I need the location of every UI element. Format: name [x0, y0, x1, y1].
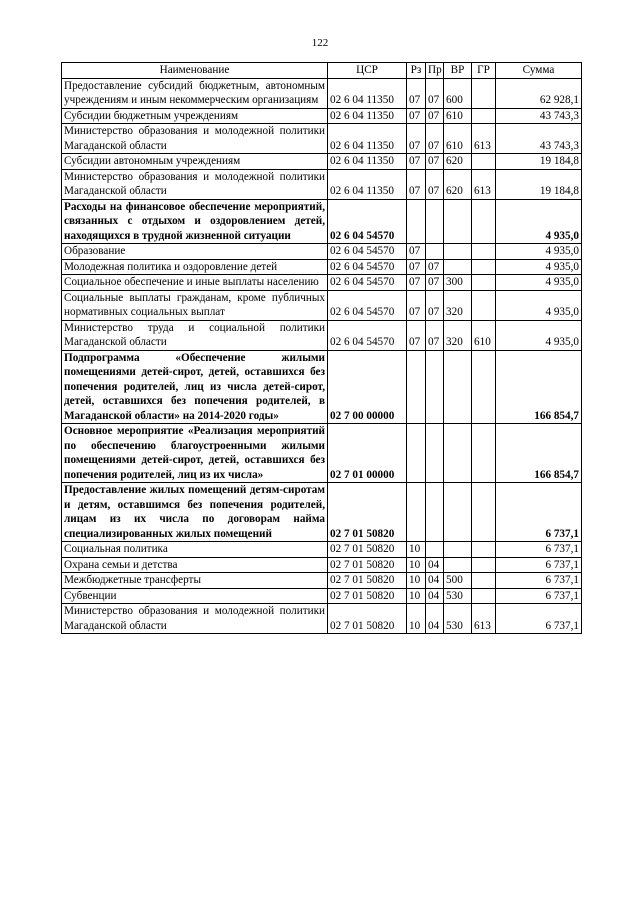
cell-sum: 6 737,1 — [496, 573, 582, 589]
cell-pr: 07 — [426, 108, 444, 124]
cell-name: Социальное обеспечение и иные выплаты населению — [62, 275, 328, 291]
table-row — [62, 244, 582, 260]
cell-csr: 02 7 01 00000 — [328, 424, 407, 483]
cell-name: Основное мероприятие «Реализация мероприятий по обеспечению благоустроенными жилыми помещениями детей-сирот, детей, оставшихся без попечения родителей, лиц из их числа» — [62, 424, 328, 483]
cell-pr: 07 — [426, 154, 444, 170]
cell-csr: 02 6 04 11350 — [328, 78, 407, 108]
cell-csr: 02 6 04 54570 — [328, 290, 407, 320]
table-row — [62, 483, 582, 542]
cell-vr: 620 — [444, 154, 472, 170]
cell-vr — [444, 259, 472, 275]
cell-pr: 07 — [426, 169, 444, 199]
cell-gr — [472, 78, 496, 108]
cell-gr: 613 — [472, 604, 496, 634]
cell-rz: 07 — [407, 108, 426, 124]
cell-name: Субсидии автономным учреждениям — [62, 154, 328, 170]
cell-rz — [407, 424, 426, 483]
table-row — [62, 169, 582, 199]
cell-csr: 02 7 01 50820 — [328, 557, 407, 573]
cell-vr — [444, 350, 472, 424]
cell-gr: 610 — [472, 320, 496, 350]
cell-gr — [472, 108, 496, 124]
cell-csr: 02 6 04 54570 — [328, 259, 407, 275]
cell-csr: 02 6 04 54570 — [328, 320, 407, 350]
header-csr: ЦСР — [328, 63, 407, 79]
cell-pr — [426, 199, 444, 244]
table-row — [62, 108, 582, 124]
cell-name: Молодежная политика и оздоровление детей — [62, 259, 328, 275]
cell-pr: 07 — [426, 290, 444, 320]
cell-csr: 02 6 04 11350 — [328, 154, 407, 170]
cell-rz: 10 — [407, 573, 426, 589]
cell-gr — [472, 290, 496, 320]
cell-pr — [426, 350, 444, 424]
cell-pr: 04 — [426, 604, 444, 634]
cell-gr — [472, 199, 496, 244]
cell-vr: 300 — [444, 275, 472, 291]
table-row — [62, 588, 582, 604]
cell-sum: 19 184,8 — [496, 169, 582, 199]
cell-pr: 07 — [426, 124, 444, 154]
cell-rz: 07 — [407, 275, 426, 291]
cell-sum: 4 935,0 — [496, 320, 582, 350]
header-vr: ВР — [444, 63, 472, 79]
table-row — [62, 78, 582, 108]
cell-sum: 166 854,7 — [496, 424, 582, 483]
cell-gr — [472, 424, 496, 483]
cell-sum: 43 743,3 — [496, 124, 582, 154]
table-row — [62, 320, 582, 350]
cell-vr — [444, 244, 472, 260]
cell-pr — [426, 483, 444, 542]
cell-rz: 07 — [407, 78, 426, 108]
cell-csr: 02 6 04 11350 — [328, 124, 407, 154]
cell-rz: 10 — [407, 604, 426, 634]
cell-vr: 610 — [444, 108, 472, 124]
cell-csr: 02 6 04 11350 — [328, 108, 407, 124]
cell-rz: 07 — [407, 124, 426, 154]
cell-name: Субсидии бюджетным учреждениям — [62, 108, 328, 124]
header-sum: Сумма — [496, 63, 582, 79]
cell-vr — [444, 199, 472, 244]
cell-pr — [426, 542, 444, 558]
cell-sum: 43 743,3 — [496, 108, 582, 124]
cell-csr: 02 7 01 50820 — [328, 588, 407, 604]
table-row — [62, 259, 582, 275]
cell-csr: 02 7 01 50820 — [328, 604, 407, 634]
cell-rz — [407, 483, 426, 542]
cell-rz: 07 — [407, 259, 426, 275]
cell-rz: 07 — [407, 320, 426, 350]
cell-vr — [444, 424, 472, 483]
cell-rz: 07 — [407, 154, 426, 170]
cell-gr: 613 — [472, 124, 496, 154]
table-row — [62, 154, 582, 170]
cell-pr: 04 — [426, 573, 444, 589]
cell-name: Социальная политика — [62, 542, 328, 558]
cell-pr — [426, 424, 444, 483]
cell-gr — [472, 350, 496, 424]
cell-gr — [472, 573, 496, 589]
cell-csr: 02 7 01 50820 — [328, 573, 407, 589]
cell-rz: 10 — [407, 542, 426, 558]
cell-rz: 10 — [407, 588, 426, 604]
cell-pr — [426, 244, 444, 260]
cell-gr — [472, 259, 496, 275]
cell-vr: 320 — [444, 320, 472, 350]
cell-vr — [444, 557, 472, 573]
table-row — [62, 350, 582, 424]
cell-vr — [444, 542, 472, 558]
cell-vr: 610 — [444, 124, 472, 154]
cell-name: Подпрограмма «Обеспечение жилыми помещениями детей-сирот, детей, оставшихся без попечения родителей, лиц из числа детей-сирот, детей, оставшихся без попечения родителей, в Магаданской области» на 2014-2020 годы» — [62, 350, 328, 424]
cell-pr: 04 — [426, 588, 444, 604]
table-row — [62, 573, 582, 589]
table-row — [62, 124, 582, 154]
cell-vr: 600 — [444, 78, 472, 108]
cell-csr: 02 7 01 50820 — [328, 483, 407, 542]
table-row — [62, 424, 582, 483]
cell-sum: 6 737,1 — [496, 483, 582, 542]
cell-gr — [472, 542, 496, 558]
table-header-row — [62, 63, 582, 79]
cell-rz — [407, 350, 426, 424]
cell-sum: 4 935,0 — [496, 199, 582, 244]
table-row — [62, 275, 582, 291]
cell-gr — [472, 275, 496, 291]
header-name: Наименование — [62, 63, 328, 79]
cell-name: Министерство образования и молодежной политики Магаданской области — [62, 124, 328, 154]
header-gr: ГР — [472, 63, 496, 79]
cell-sum: 166 854,7 — [496, 350, 582, 424]
cell-sum: 19 184,8 — [496, 154, 582, 170]
table-row — [62, 290, 582, 320]
cell-vr — [444, 483, 472, 542]
cell-sum: 6 737,1 — [496, 542, 582, 558]
cell-name: Межбюджетные трансферты — [62, 573, 328, 589]
cell-pr: 07 — [426, 320, 444, 350]
table-row — [62, 542, 582, 558]
cell-sum: 4 935,0 — [496, 244, 582, 260]
cell-gr — [472, 483, 496, 542]
cell-gr — [472, 557, 496, 573]
cell-csr: 02 6 04 54570 — [328, 275, 407, 291]
cell-csr: 02 6 04 54570 — [328, 244, 407, 260]
cell-name: Расходы на финансовое обеспечение мероприятий, связанных с отдыхом и оздоровлением детей, находящихся в трудной жизненной ситуации — [62, 199, 328, 244]
cell-pr: 07 — [426, 78, 444, 108]
cell-csr: 02 6 04 11350 — [328, 169, 407, 199]
cell-sum: 4 935,0 — [496, 275, 582, 291]
cell-name: Предоставление жилых помещений детям-сиротам и детям, оставшимся без попечения родителей, лицам из их числа по договорам найма специализированных жилых помещений — [62, 483, 328, 542]
cell-sum: 6 737,1 — [496, 588, 582, 604]
cell-sum: 62 928,1 — [496, 78, 582, 108]
cell-name: Социальные выплаты гражданам, кроме публичных нормативных социальных выплат — [62, 290, 328, 320]
cell-sum: 4 935,0 — [496, 259, 582, 275]
cell-name: Министерство труда и социальной политики Магаданской области — [62, 320, 328, 350]
cell-name: Предоставление субсидий бюджетным, автономным учреждениям и иным некоммерческим организациям — [62, 78, 328, 108]
cell-csr: 02 7 01 50820 — [328, 542, 407, 558]
cell-pr: 04 — [426, 557, 444, 573]
cell-vr: 530 — [444, 588, 472, 604]
header-rz: Рз — [407, 63, 426, 79]
cell-rz: 07 — [407, 169, 426, 199]
cell-csr: 02 6 04 54570 — [328, 199, 407, 244]
cell-pr: 07 — [426, 259, 444, 275]
cell-pr: 07 — [426, 275, 444, 291]
table-row — [62, 557, 582, 573]
cell-rz: 10 — [407, 557, 426, 573]
cell-name: Образование — [62, 244, 328, 260]
budget-table — [61, 62, 582, 634]
cell-sum: 6 737,1 — [496, 557, 582, 573]
cell-rz: 07 — [407, 290, 426, 320]
cell-gr — [472, 154, 496, 170]
header-pr: Пр — [426, 63, 444, 79]
cell-vr: 500 — [444, 573, 472, 589]
cell-sum: 4 935,0 — [496, 290, 582, 320]
cell-gr — [472, 244, 496, 260]
page-number: 122 — [311, 37, 329, 49]
cell-gr: 613 — [472, 169, 496, 199]
cell-rz: 07 — [407, 244, 426, 260]
cell-gr — [472, 588, 496, 604]
cell-vr: 320 — [444, 290, 472, 320]
cell-name: Субвенции — [62, 588, 328, 604]
cell-vr: 620 — [444, 169, 472, 199]
cell-name: Министерство образования и молодежной политики Магаданской области — [62, 604, 328, 634]
cell-vr: 530 — [444, 604, 472, 634]
cell-csr: 02 7 00 00000 — [328, 350, 407, 424]
cell-sum: 6 737,1 — [496, 604, 582, 634]
cell-name: Министерство образования и молодежной политики Магаданской области — [62, 169, 328, 199]
table-row — [62, 199, 582, 244]
table-row — [62, 604, 582, 634]
cell-name: Охрана семьи и детства — [62, 557, 328, 573]
cell-rz — [407, 199, 426, 244]
